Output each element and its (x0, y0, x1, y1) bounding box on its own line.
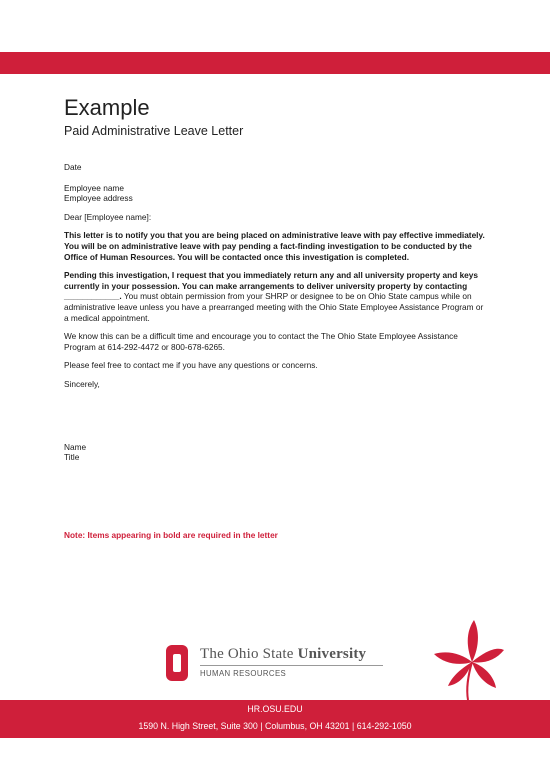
paragraph-property (64, 270, 488, 323)
osu-hr-logo (166, 643, 396, 687)
page-subtitle: Paid Administrative Leave Letter (64, 124, 244, 138)
signature-title: Title (64, 452, 80, 463)
employee-name: Employee name (64, 182, 124, 193)
paragraph-eap: We know this can be a difficult time and encourage you to contact the The Ohio State Employee Assistance Program at 614-292-4472 or 800-678-6265. (64, 331, 458, 352)
paragraph-property-rest: You must obtain permission from your SHRP or designee to be on Ohio State campus while on administrative leave unless you have a prearranged meeting with the Ohio State Employee Assistance Program or a medical appointment. (64, 291, 484, 323)
footer-website[interactable]: HR.OSU.EDU (247, 704, 303, 714)
university-name-bold: University (297, 646, 367, 662)
top-accent-bar (0, 52, 550, 74)
required-items-note: Note: Items appearing in bold are required in the letter (64, 530, 278, 540)
buckeye-leaf-icon (426, 616, 506, 702)
page-title: Example (64, 95, 150, 120)
letter-date: Date (64, 162, 82, 172)
closing: Sincerely, (64, 378, 100, 389)
letter-body (64, 96, 488, 463)
paragraph-property-required: Pending this investigation, I request that you immediately return any and all university property and keys currently in your possession. You can make arrangements to deliver university property by contacting ____________. (64, 270, 479, 302)
logo-divider (200, 665, 383, 666)
university-name-prefix: The Ohio State (200, 646, 298, 662)
department-name: HUMAN RESOURCES (200, 669, 287, 678)
footer-bar (0, 700, 550, 738)
paragraph-notice: This letter is to notify you that you are being placed on administrative leave with pay effective immediately. You will be on administrative leave with pay pending a fact-finding investigation to be conducted by the Office of Human Resources. You will be contacted once this investigation is completed. (64, 230, 485, 262)
signature-name: Name (64, 441, 87, 452)
footer-address: 1590 N. High Street, Suite 300 | Columbus, OH 43201 | 614-292-1050 (138, 721, 412, 731)
salutation: Dear [Employee name]: (64, 211, 152, 222)
university-name (200, 646, 366, 663)
employee-address: Employee address (64, 193, 133, 204)
paragraph-contact: Please feel free to contact me if you have any questions or concerns. (64, 360, 318, 371)
block-o-icon (166, 645, 188, 681)
